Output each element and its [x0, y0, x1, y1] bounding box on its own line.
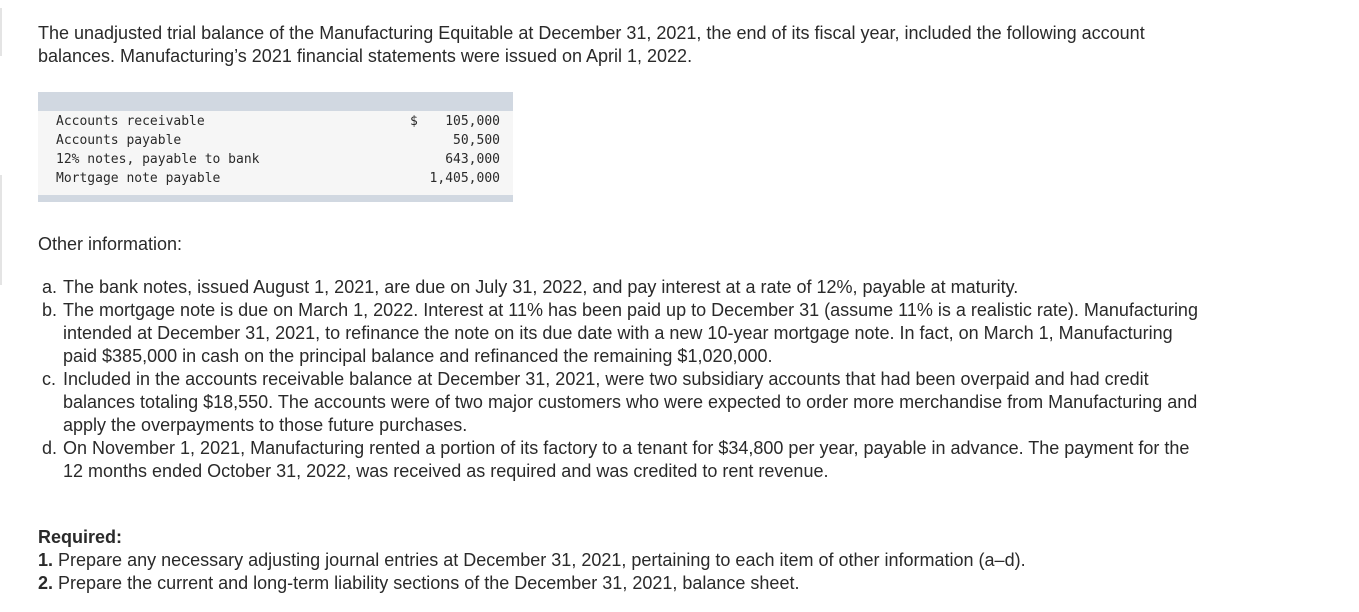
account-name: 12% notes, payable to bank	[56, 152, 260, 167]
account-amount: 50,500	[453, 133, 500, 148]
requirement-item	[38, 572, 1218, 595]
account-name: Mortgage note payable	[56, 171, 221, 186]
item-text: On November 1, 2021, Manufacturing rented a portion of its factory to a tenant for $34,800 per year, payable in advance. The payment for the 12 months ended October 31, 2022, was received as required and was credited to rent revenue.	[63, 438, 1190, 481]
trial-balance-rows	[38, 112, 513, 188]
account-name: Accounts payable	[56, 133, 182, 148]
item-marker: b.	[42, 300, 58, 320]
item-marker: a.	[42, 277, 58, 297]
table-row	[38, 169, 513, 188]
left-edge-mark	[0, 8, 2, 56]
problem-intro: The unadjusted trial balance of the Manufacturing Equitable at December 31, 2021, the end of its fiscal year, included the following account balances. Manufacturing’s 2021 financial statements were issued on April 1, 2022.	[38, 23, 1145, 66]
requirement-number: 2.	[38, 573, 54, 593]
account-amount: 643,000	[445, 152, 500, 167]
item-marker: d.	[42, 438, 58, 458]
list-item	[38, 437, 1203, 483]
required-section	[38, 526, 1218, 595]
required-heading: Required:	[38, 527, 123, 547]
account-amount: 1,405,000	[429, 171, 500, 186]
item-text: Included in the accounts receivable balance at December 31, 2021, were two subsidiary accounts that had been overpaid and had credit balances totaling $18,550. The accounts were of two major customers who were expected to order more merchandise from Manufacturing and apply the overpayments to those future purchases.	[63, 369, 1198, 435]
table-footer-bar	[38, 195, 513, 202]
table-row	[38, 112, 513, 131]
requirement-text: Prepare the current and long-term liability sections of the December 31, 2021, balance sheet.	[58, 573, 800, 593]
table-row	[38, 131, 513, 150]
requirement-item	[38, 549, 1218, 572]
requirement-number: 1.	[38, 550, 54, 570]
account-name: Accounts receivable	[56, 114, 205, 129]
list-item	[38, 299, 1203, 368]
item-text: The mortgage note is due on March 1, 2022. Interest at 11% has been paid up to December 31 (assume 11% is a realistic rate). Manufacturing intended at December 31, 2021, to refinance the note on its due date with a new 10-year mortgage note. In fact, on March 1, Manufacturing paid $385,000 in cash on the principal balance and refinanced the remaining $1,020,000.	[63, 300, 1198, 366]
account-amount: 105,000	[445, 114, 500, 129]
list-item	[38, 276, 1203, 299]
trial-balance-table	[38, 92, 513, 202]
list-item	[38, 368, 1203, 437]
left-edge-mark	[0, 175, 2, 285]
currency-symbol: $	[410, 114, 418, 129]
item-marker: c.	[42, 369, 57, 389]
other-information-heading: Other information:	[38, 234, 183, 254]
item-text: The bank notes, issued August 1, 2021, are due on July 31, 2022, and pay interest at a rate of 12%, payable at maturity.	[63, 277, 1019, 297]
other-information-list	[38, 276, 1203, 483]
requirement-text: Prepare any necessary adjusting journal entries at December 31, 2021, pertaining to each item of other information (a–d).	[58, 550, 1026, 570]
table-header-bar	[38, 92, 513, 111]
table-row	[38, 150, 513, 169]
